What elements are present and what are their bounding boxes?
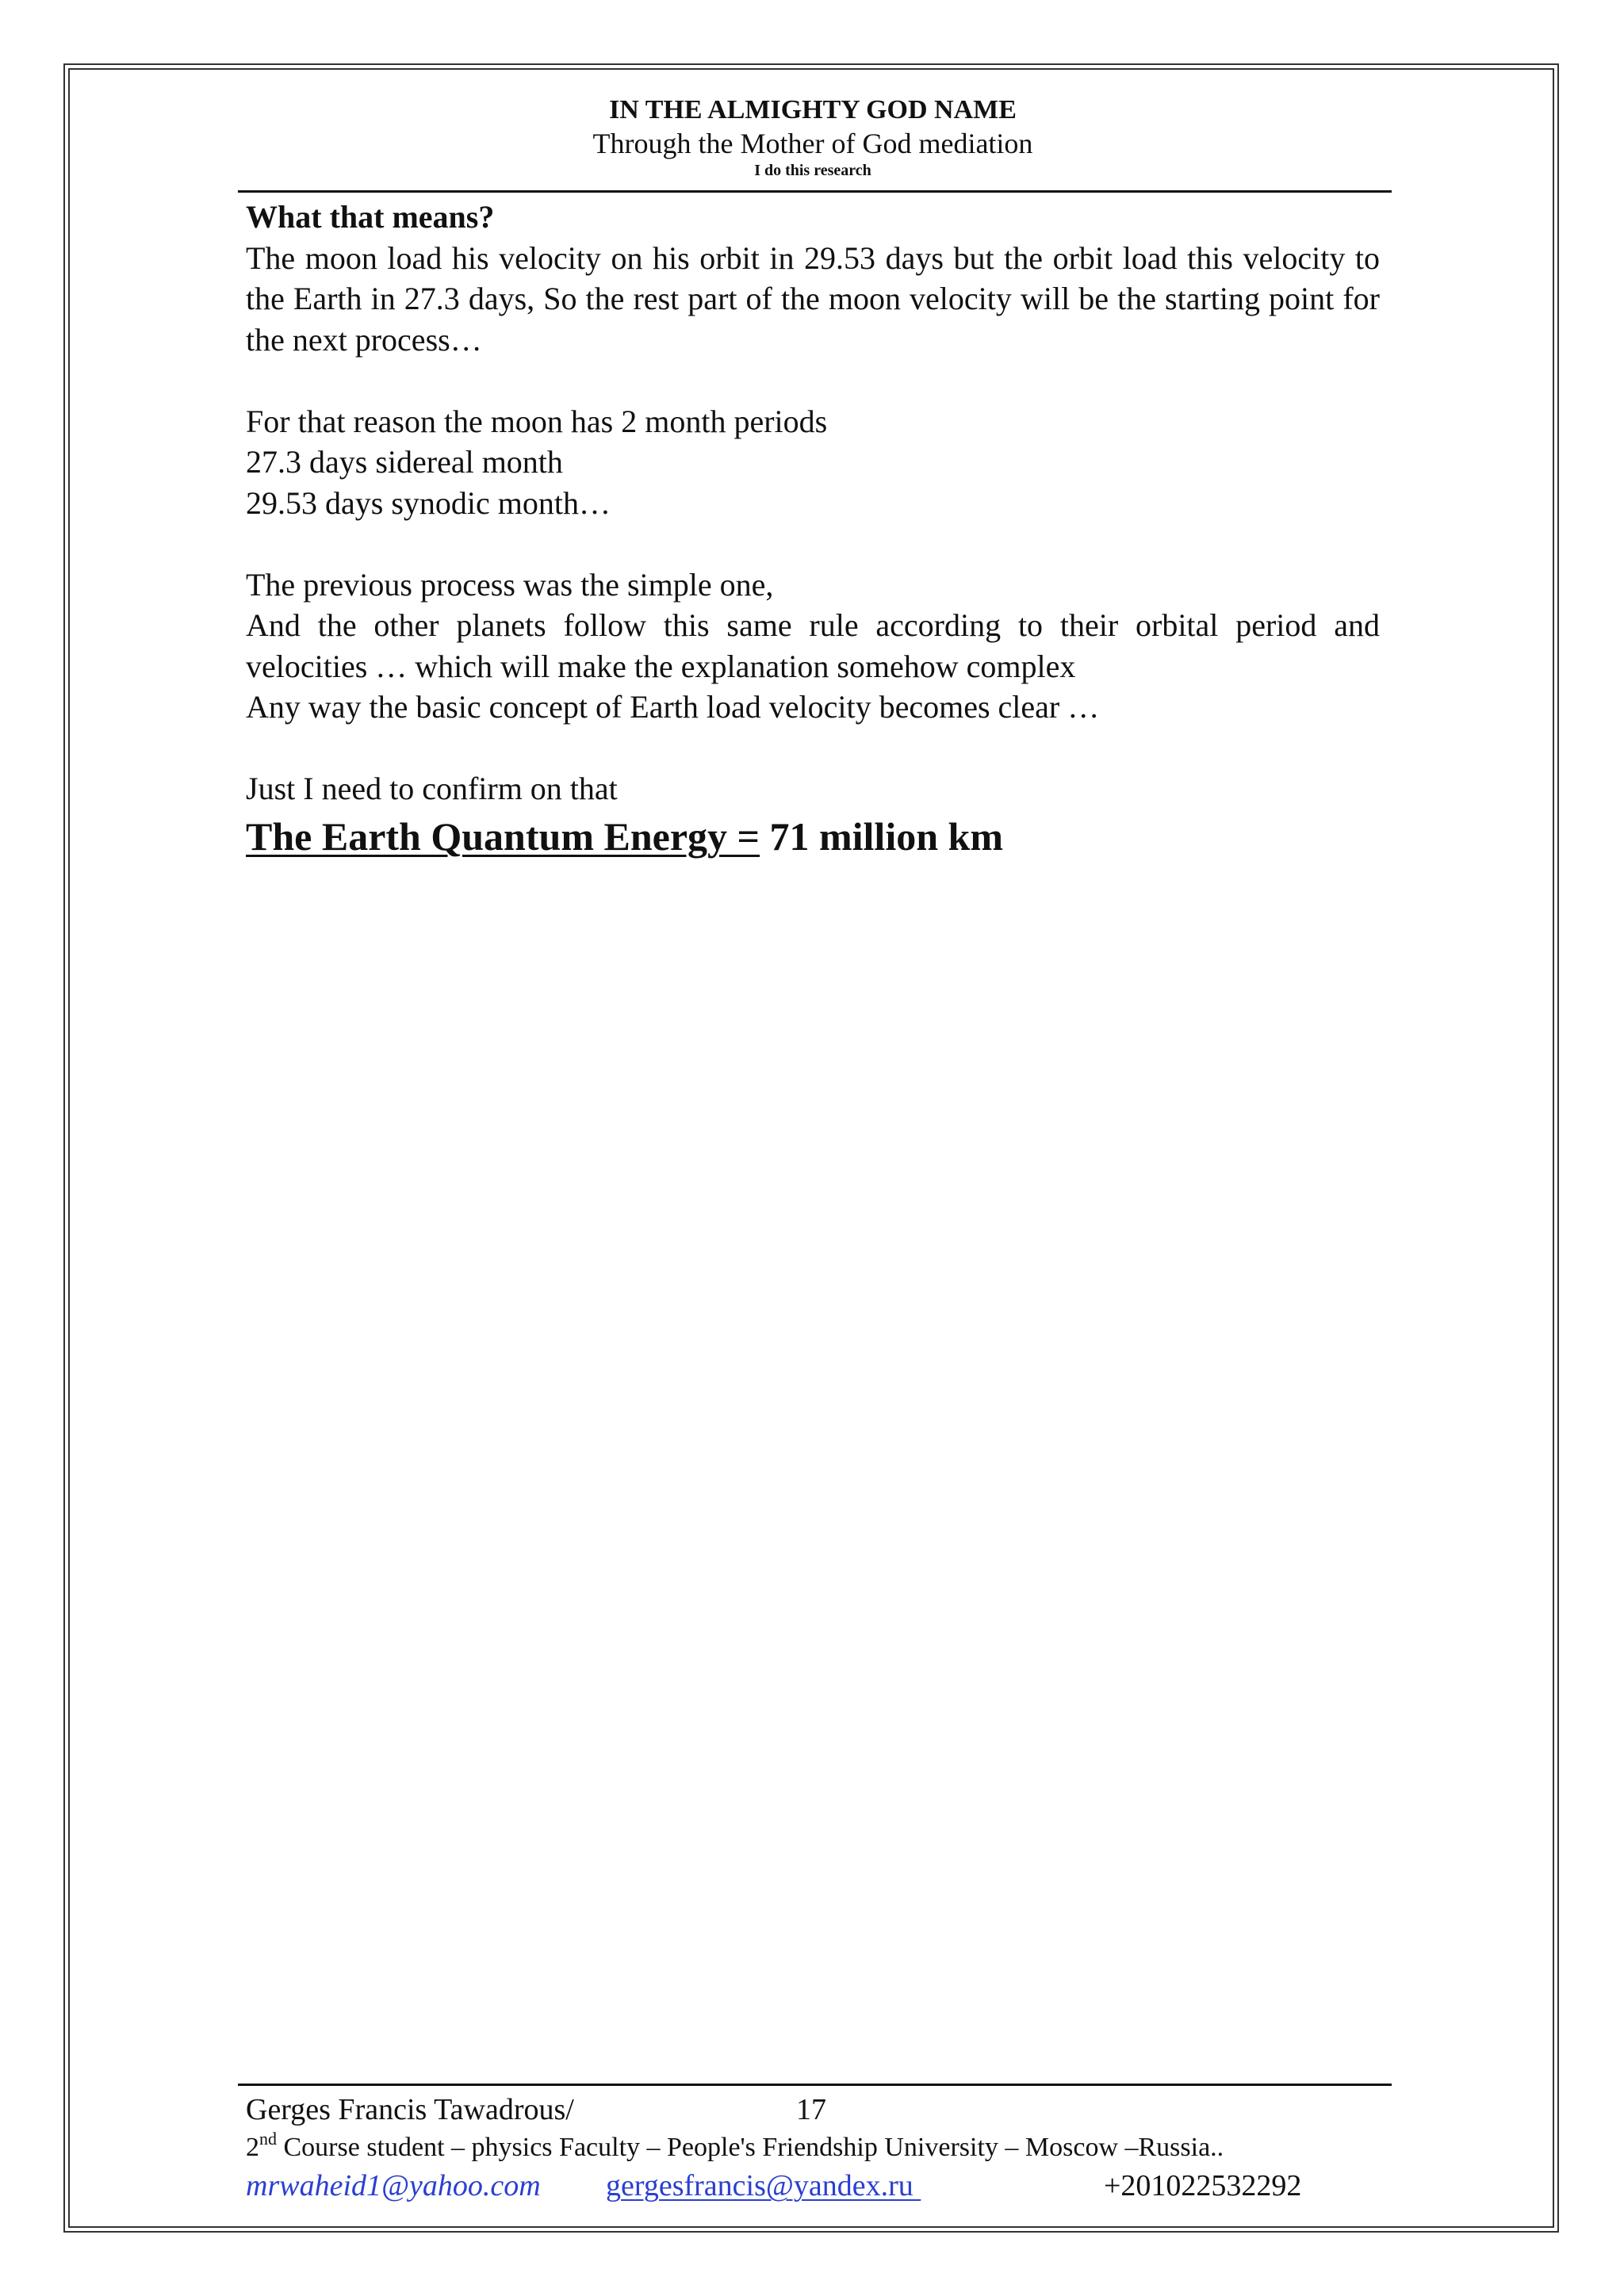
- course-text: Course student – physics Faculty – People's Friendship University – Moscow –Russia..: [277, 2133, 1224, 2162]
- course-ordinal: 2: [246, 2133, 259, 2162]
- paragraph-line: For that reason the moon has 2 month periods: [246, 403, 828, 439]
- footer-course-row: [246, 2130, 1388, 2166]
- conclusion-value: 71 million km: [760, 813, 1003, 859]
- paragraph-line: And the other planets follow this same rule according to their orbital period and velocities … which will make the explanation somehow complex: [246, 607, 1380, 684]
- paragraph-line: 27.3 days sidereal month: [246, 444, 563, 480]
- page-header: [238, 94, 1388, 181]
- section-heading: What that means?: [246, 199, 495, 235]
- paragraph-line: Just I need to confirm on that: [246, 771, 618, 806]
- conclusion-label: The Earth Quantum Energy =: [246, 813, 760, 859]
- footer-contact-row: [246, 2166, 1388, 2206]
- paragraph-moon-velocity: The moon load his velocity on his orbit in 29.53 days but the orbit load this velocity to the Earth in 27.3 days, So the rest part of the moon velocity will be the starting point for the next process…: [246, 239, 1380, 358]
- paragraph-line: Any way the basic concept of Earth load velocity becomes clear …: [246, 689, 1100, 725]
- page-number: 17: [796, 2093, 826, 2126]
- email-link-yahoo[interactable]: mrwaheid1@yahoo.com: [246, 2169, 541, 2202]
- footer-course: [246, 2130, 1224, 2166]
- conclusion-line: [246, 813, 1380, 860]
- course-ordinal-suffix: nd: [259, 2129, 277, 2149]
- spacer: [246, 360, 1380, 401]
- spacer: [246, 728, 1380, 769]
- header-title: IN THE ALMIGHTY GOD NAME: [609, 95, 1017, 124]
- spacer: [246, 523, 1380, 564]
- email-link-yandex[interactable]: gergesfrancis@yandex.ru: [606, 2169, 921, 2202]
- main-content: [246, 197, 1380, 860]
- header-subtitle: Through the Mother of God mediation: [592, 128, 1033, 159]
- phone-number: +201022532292: [1104, 2169, 1302, 2202]
- footer-author-row: [246, 2090, 1388, 2130]
- footer-divider: [238, 2084, 1392, 2086]
- paragraph-line: 29.53 days synodic month…: [246, 484, 611, 521]
- paragraph-line: The previous process was the simple one,: [246, 566, 774, 603]
- page-footer: [246, 2090, 1388, 2206]
- header-note: I do this research: [754, 162, 871, 179]
- footer-author: Gerges Francis Tawadrous/: [246, 2093, 574, 2126]
- header-divider: [238, 190, 1392, 193]
